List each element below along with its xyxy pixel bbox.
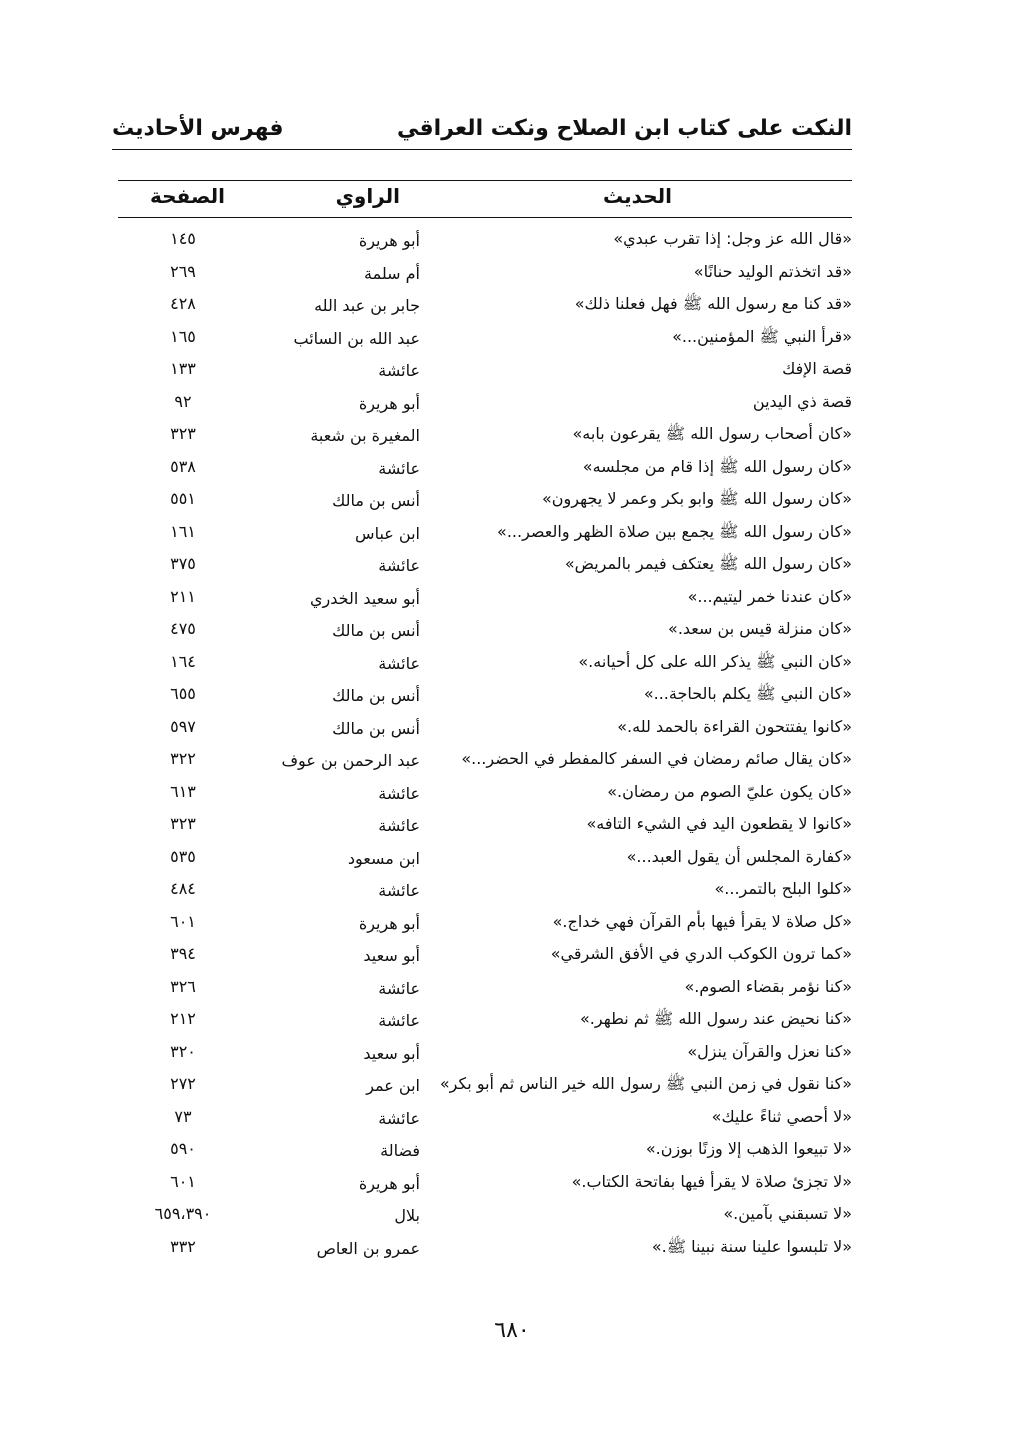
rawi-name: أبو هريرة (358, 231, 420, 250)
hadith-text: قصة الإفك (782, 359, 852, 378)
hadith-text: «كان يكون عليّ الصوم من رمضان.» (607, 781, 852, 801)
hadith-text: «لا تسبقني بآمين.» (723, 1204, 852, 1223)
table-row (118, 289, 852, 322)
rawi-name: عائشة (378, 881, 420, 900)
header-rule (112, 149, 852, 150)
table-row (118, 712, 852, 745)
hadith-text: «كان رسول الله ﷺ يجمع بين صلاة الظهر والعصر...» (497, 521, 852, 541)
hadith-text: «لا أحصي ثناءً عليك» (711, 1106, 852, 1126)
hadith-text: «قال الله عز وجل: إذا تقرب عبدي» (613, 229, 852, 248)
hadith-text: «كان النبي ﷺ يكلم بالحاجة...» (643, 684, 852, 703)
hadith-text: «كانوا لا يقطعون اليد في الشيء التافه» (586, 814, 852, 833)
rawi-name: أنس بن مالك (332, 686, 420, 705)
table-row (118, 907, 852, 940)
table-row (118, 874, 852, 907)
hadith-text: «قد كنا مع رسول الله ﷺ فهل فعلنا ذلك» (574, 294, 852, 313)
hadith-text: «كنا نعزل والقرآن ينزل» (687, 1041, 852, 1061)
table-row (118, 1004, 852, 1037)
table-row (118, 484, 852, 517)
hadith-text: «كان منزلة قيس بن سعد.» (668, 619, 852, 638)
rawi-name: عائشة (378, 1108, 420, 1128)
table-top-rule (118, 180, 852, 181)
page-ref: ٦١٣ (170, 781, 196, 801)
page-ref: ٥٣٥ (170, 846, 196, 866)
page-ref: ٥٩٠ (170, 1139, 196, 1158)
rawi-name: أبو هريرة (358, 913, 420, 933)
table-row (118, 1199, 852, 1232)
page-ref: ٦٥٩،٣٩٠ (154, 1204, 212, 1223)
rawi-name: المغيرة بن شعبة (310, 426, 420, 445)
page-ref: ٣٢٣ (170, 814, 196, 833)
page-ref: ٩٢ (174, 391, 192, 411)
rawi-name: أبو سعيد (363, 1043, 420, 1063)
rawi-name: أنس بن مالك (332, 621, 420, 640)
hadith-text: «كان رسول الله ﷺ وابو بكر وعمر لا يجهرون» (542, 489, 852, 508)
hadith-text: «كان رسول الله ﷺ إذا قام من مجلسه» (582, 456, 852, 476)
table-row (118, 224, 852, 257)
hadith-text: «كنا نؤمر بقضاء الصوم.» (684, 976, 852, 996)
hadith-text: «كان عندنا خمر ليتيم...» (687, 586, 852, 606)
table-header-rule (118, 217, 852, 218)
rawi-name: عائشة (378, 1011, 420, 1030)
page-ref: ٢٦٩ (170, 261, 196, 281)
table-row (118, 387, 852, 420)
hadith-text: «كانوا يفتتحون القراءة بالحمد لله.» (617, 716, 852, 736)
page-ref: ٤٧٥ (170, 619, 196, 638)
hadith-text: «كنا نقول في زمن النبي ﷺ رسول الله خير الناس ثم أبو بكر» (439, 1074, 852, 1093)
hadith-index-table (118, 224, 852, 1264)
hadith-text: «لا تجزئ صلاة لا يقرأ فيها بفاتحة الكتاب.» (571, 1171, 852, 1191)
rawi-name: عائشة (378, 361, 420, 380)
hadith-text: «كان يقال صائم رمضان في السفر كالمفطر في الحضر...» (461, 749, 852, 768)
book-title: النكت على كتاب ابن الصلاح ونكت العراقي (397, 115, 852, 141)
rawi-name: بلال (394, 1206, 420, 1225)
page-ref: ٢١٢ (170, 1009, 196, 1028)
hadith-text: «قد اتخذتم الوليد حنانًا» (693, 261, 852, 281)
rawi-name: عبد الله بن السائب (293, 328, 420, 348)
page-ref: ٢٧٢ (170, 1074, 196, 1093)
rawi-name: جابر بن عبد الله (314, 296, 420, 315)
table-row (118, 939, 852, 972)
page-ref: ٢١١ (170, 586, 196, 606)
column-header-rawi: الراوي (335, 184, 400, 208)
table-row (118, 419, 852, 452)
page-ref: ٣٣٢ (170, 1236, 196, 1256)
hadith-text: «كل صلاة لا يقرأ فيها بأم القرآن فهي خداج.» (552, 911, 852, 931)
page-ref: ١٦٤ (170, 651, 196, 671)
table-row (118, 452, 852, 485)
rawi-name: ابن مسعود (347, 848, 420, 868)
table-row (118, 1167, 852, 1200)
rawi-name: عائشة (378, 816, 420, 835)
table-row (118, 1069, 852, 1102)
table-row (118, 354, 852, 387)
rawi-name: عبد الرحمن بن عوف (281, 751, 420, 770)
page-ref: ٣٢٢ (170, 749, 196, 768)
table-row (118, 517, 852, 550)
column-header-page: الصفحة (150, 184, 226, 208)
hadith-text: «كفارة المجلس أن يقول العبد...» (626, 846, 852, 866)
page-number: ٦٨٠ (494, 1318, 530, 1343)
rawi-name: أبو سعيد الخدري (310, 588, 420, 608)
table-row (118, 322, 852, 355)
page-ref: ١٣٣ (170, 359, 196, 378)
table-row (118, 1102, 852, 1135)
hadith-text: قصة ذي اليدين (752, 391, 852, 411)
rawi-name: عمرو بن العاص (316, 1238, 420, 1258)
running-header (112, 108, 852, 148)
page-ref: ٣٢٣ (170, 424, 196, 443)
hadith-text: «كان النبي ﷺ يذكر الله على كل أحيانه.» (578, 651, 852, 671)
rawi-name: أم سلمة (364, 263, 420, 283)
table-header (118, 184, 852, 218)
hadith-text: «قرأ النبي ﷺ المؤمنين...» (672, 326, 852, 346)
page-ref: ١٦١ (170, 521, 196, 541)
page-ref: ١٤٥ (170, 229, 196, 248)
page-ref: ٦٥٥ (170, 684, 196, 703)
table-row (118, 679, 852, 712)
rawi-name: أبو هريرة (358, 393, 420, 413)
hadith-text: «كما ترون الكوكب الدري في الأفق الشرقي» (550, 944, 852, 963)
rawi-name: عائشة (378, 653, 420, 673)
hadith-text: «كان رسول الله ﷺ يعتكف فيمر بالمريض» (564, 554, 852, 573)
page-ref: ٦٠١ (170, 1171, 196, 1191)
table-row (118, 1232, 852, 1265)
page-ref: ٣٢٠ (170, 1041, 196, 1061)
page-ref: ٥٩٧ (170, 716, 196, 736)
hadith-text: «لا تلبسوا علينا سنة نبينا ﷺ.» (651, 1236, 852, 1256)
table-row (118, 777, 852, 810)
page-ref: ٣٧٥ (170, 554, 196, 573)
rawi-name: عائشة (378, 556, 420, 575)
page-ref: ٣٩٤ (170, 944, 196, 963)
page-ref: ٧٣ (174, 1106, 192, 1126)
hadith-text: «لا تبيعوا الذهب إلا وزنًا بوزن.» (645, 1139, 852, 1158)
table-row (118, 1037, 852, 1070)
rawi-name: أبو هريرة (358, 1173, 420, 1193)
rawi-name: أنس بن مالك (332, 491, 420, 510)
hadith-text: «كنا نحيض عند رسول الله ﷺ ثم نطهر.» (580, 1009, 852, 1028)
rawi-name: أنس بن مالك (332, 718, 420, 738)
page-ref: ٦٠١ (170, 911, 196, 931)
table-row (118, 614, 852, 647)
page-ref: ٤٨٤ (170, 879, 196, 898)
page-ref: ٥٣٨ (170, 456, 196, 476)
column-header-hadith: الحديث (602, 184, 672, 208)
section-title: فهرس الأحاديث (112, 115, 284, 141)
rawi-name: عائشة (378, 978, 420, 998)
hadith-text: «كان أصحاب رسول الله ﷺ يقرعون بابه» (572, 424, 852, 443)
rawi-name: ابن عمر (366, 1076, 420, 1095)
page-ref: ١٦٥ (170, 326, 196, 346)
rawi-name: عائشة (378, 783, 420, 803)
table-row (118, 582, 852, 615)
table-row (118, 809, 852, 842)
table-row (118, 972, 852, 1005)
rawi-name: أبو سعيد (363, 946, 420, 965)
page-ref: ٥٥١ (170, 489, 196, 508)
hadith-text: «كلوا البلح بالتمر...» (714, 879, 852, 898)
page-ref: ٤٢٨ (170, 294, 196, 313)
table-row (118, 744, 852, 777)
rawi-name: فضالة (380, 1141, 420, 1160)
table-row (118, 549, 852, 582)
table-row (118, 842, 852, 875)
rawi-name: عائشة (378, 458, 420, 478)
rawi-name: ابن عباس (355, 523, 420, 543)
page-ref: ٣٢٦ (170, 976, 196, 996)
table-row (118, 257, 852, 290)
table-row (118, 647, 852, 680)
table-row (118, 1134, 852, 1167)
